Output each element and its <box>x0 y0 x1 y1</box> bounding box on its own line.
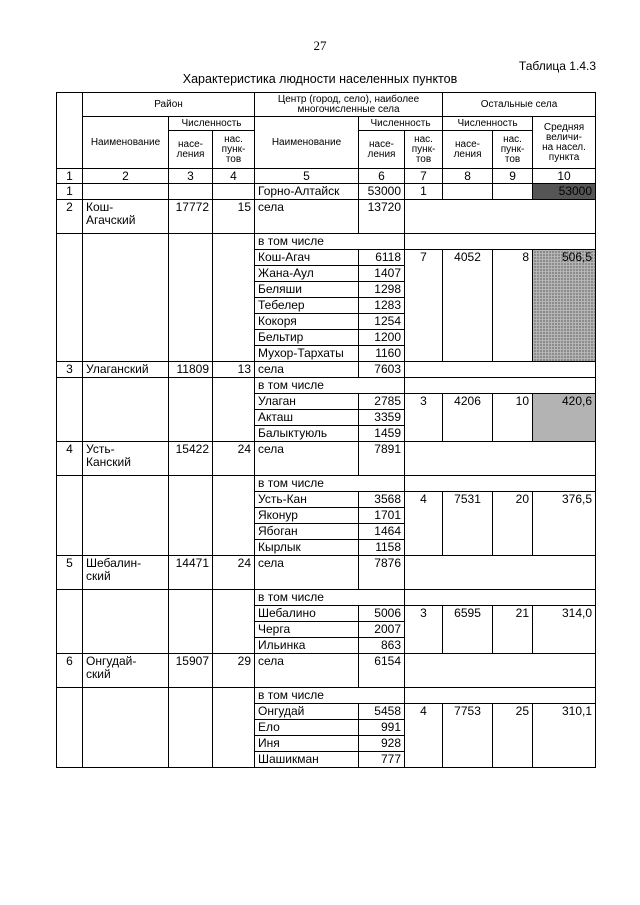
header-blank <box>57 93 83 169</box>
header-other: Остальные села <box>443 93 596 117</box>
header-settlements-other: нас. пунк- тов <box>493 131 533 169</box>
village-name: Беляши <box>255 282 359 298</box>
village-name: Шашикман <box>255 752 359 768</box>
rayon-name: Онгудай- ский <box>83 654 169 688</box>
blank-cell <box>169 590 213 654</box>
village-pop: 5006 <box>359 606 405 622</box>
population-table <box>56 92 596 768</box>
village-name: Ело <box>255 720 359 736</box>
header-pop-rayon: насе- ления <box>169 131 213 169</box>
center-pop: 6154 <box>359 654 405 688</box>
in-total-label: в том числе <box>255 378 405 394</box>
table-row <box>57 654 596 688</box>
rayon-settlements: 15 <box>213 200 255 234</box>
other-settlements <box>493 184 533 200</box>
rayon-settlements <box>213 184 255 200</box>
table-row <box>57 476 596 492</box>
rayon-name <box>83 184 169 200</box>
village-pop: 1283 <box>359 298 405 314</box>
center-name: села <box>255 654 359 688</box>
blank-cell <box>405 654 596 688</box>
col-number: 8 <box>443 169 493 184</box>
village-pop: 777 <box>359 752 405 768</box>
center-pop: 7876 <box>359 556 405 590</box>
blank-cell <box>213 688 255 768</box>
center-name: Горно-Алтайск <box>255 184 359 200</box>
row-number: 1 <box>57 184 83 200</box>
village-pop: 1158 <box>359 540 405 556</box>
village-pop: 1407 <box>359 266 405 282</box>
other-pop: 7753 <box>443 704 493 768</box>
village-name: Акташ <box>255 410 359 426</box>
other-pop: 4052 <box>443 250 493 362</box>
center-pop: 7603 <box>359 362 405 378</box>
header-pop-center: насе- ления <box>359 131 405 169</box>
other-settlements: 21 <box>493 606 533 654</box>
row-number: 5 <box>57 556 83 590</box>
blank-cell <box>213 234 255 362</box>
average-size: 314,0 <box>533 606 596 654</box>
village-name: Иня <box>255 736 359 752</box>
village-pop: 1254 <box>359 314 405 330</box>
blank-cell <box>83 378 169 442</box>
village-pop: 5458 <box>359 704 405 720</box>
village-pop: 2007 <box>359 622 405 638</box>
blank-cell <box>405 378 596 394</box>
table-row <box>57 378 596 394</box>
village-pop: 6118 <box>359 250 405 266</box>
blank-cell <box>83 688 169 768</box>
header-settlements-rayon: нас. пунк- тов <box>213 131 255 169</box>
header-count-center: Численность <box>359 117 443 131</box>
center-settlements: 7 <box>405 250 443 362</box>
col-number: 5 <box>255 169 359 184</box>
village-name: Яконур <box>255 508 359 524</box>
village-name: Бельтир <box>255 330 359 346</box>
average-size: 310,1 <box>533 704 596 768</box>
village-pop: 991 <box>359 720 405 736</box>
village-pop: 863 <box>359 638 405 654</box>
blank-cell <box>57 378 83 442</box>
in-total-label: в том числе <box>255 688 405 704</box>
village-name: Шебалино <box>255 606 359 622</box>
table-title: Характеристика людности населенных пунктов <box>182 72 458 86</box>
rayon-name: Кош- Агачский <box>83 200 169 234</box>
other-pop <box>443 184 493 200</box>
rayon-settlements: 24 <box>213 442 255 476</box>
header-center: Центр (город, село), наиболее многочисленные села <box>255 93 443 117</box>
village-pop: 3568 <box>359 492 405 508</box>
average-size: 53000 <box>533 184 596 200</box>
center-pop: 7891 <box>359 442 405 476</box>
village-name: Усть-Кан <box>255 492 359 508</box>
village-pop: 2785 <box>359 394 405 410</box>
village-name: Тебелер <box>255 298 359 314</box>
center-settlements: 4 <box>405 704 443 768</box>
blank-cell <box>169 234 213 362</box>
other-settlements: 25 <box>493 704 533 768</box>
row-number: 4 <box>57 442 83 476</box>
average-size: 506,5 <box>533 250 596 362</box>
rayon-pop: 11809 <box>169 362 213 378</box>
rayon-pop: 14471 <box>169 556 213 590</box>
rayon-pop <box>169 184 213 200</box>
table-row <box>57 234 596 250</box>
blank-cell <box>405 556 596 590</box>
rayon-name: Улаганский <box>83 362 169 378</box>
blank-cell <box>405 590 596 606</box>
rayon-settlements: 24 <box>213 556 255 590</box>
col-number: 1 <box>57 169 83 184</box>
col-number: 2 <box>83 169 169 184</box>
col-number: 7 <box>405 169 443 184</box>
page-number: 27 <box>313 38 327 53</box>
village-pop: 1701 <box>359 508 405 524</box>
in-total-label: в том числе <box>255 476 405 492</box>
header-name-center: Наименование <box>255 117 359 169</box>
header-settlements-center: нас. пунк- тов <box>405 131 443 169</box>
blank-cell <box>213 590 255 654</box>
rayon-settlements: 13 <box>213 362 255 378</box>
other-settlements: 10 <box>493 394 533 442</box>
header-pop-other: насе- ления <box>443 131 493 169</box>
in-total-label: в том числе <box>255 234 405 250</box>
rayon-pop: 15907 <box>169 654 213 688</box>
row-number: 2 <box>57 200 83 234</box>
village-pop: 1459 <box>359 426 405 442</box>
average-size: 376,5 <box>533 492 596 556</box>
header-count-other: Численность <box>443 117 533 131</box>
blank-cell <box>169 476 213 556</box>
village-name: Ябоган <box>255 524 359 540</box>
blank-cell <box>83 590 169 654</box>
blank-cell <box>83 476 169 556</box>
table-row <box>57 184 596 200</box>
blank-cell <box>57 234 83 362</box>
table-row <box>57 556 596 590</box>
village-name: Улаган <box>255 394 359 410</box>
table-row <box>57 200 596 234</box>
header-count-rayon: Численность <box>169 117 255 131</box>
center-pop: 13720 <box>359 200 405 234</box>
col-number: 4 <box>213 169 255 184</box>
average-size: 420,6 <box>533 394 596 442</box>
row-number: 6 <box>57 654 83 688</box>
blank-cell <box>57 590 83 654</box>
header-rayon: Район <box>83 93 255 117</box>
col-number: 3 <box>169 169 213 184</box>
other-pop: 6595 <box>443 606 493 654</box>
village-pop: 1464 <box>359 524 405 540</box>
blank-cell <box>405 234 596 250</box>
header-name-rayon: Наименование <box>83 117 169 169</box>
other-settlements: 8 <box>493 250 533 362</box>
blank-cell <box>405 200 596 234</box>
village-pop: 1298 <box>359 282 405 298</box>
col-number: 9 <box>493 169 533 184</box>
village-name: Кош-Агач <box>255 250 359 266</box>
village-name: Кырлык <box>255 540 359 556</box>
village-name: Черга <box>255 622 359 638</box>
center-name: села <box>255 200 359 234</box>
blank-cell <box>213 476 255 556</box>
village-pop: 3359 <box>359 410 405 426</box>
center-settlements: 3 <box>405 394 443 442</box>
table-row <box>57 362 596 378</box>
table-label: Таблица 1.4.3 <box>518 59 596 73</box>
blank-cell <box>405 362 596 378</box>
blank-cell <box>169 688 213 768</box>
blank-cell <box>405 476 596 492</box>
blank-cell <box>57 476 83 556</box>
village-pop: 1160 <box>359 346 405 362</box>
column-numbers-row <box>57 169 596 184</box>
rayon-settlements: 29 <box>213 654 255 688</box>
other-pop: 4206 <box>443 394 493 442</box>
village-name: Ильинка <box>255 638 359 654</box>
center-name: села <box>255 362 359 378</box>
blank-cell <box>57 688 83 768</box>
row-number: 3 <box>57 362 83 378</box>
center-settlements: 1 <box>405 184 443 200</box>
other-settlements: 20 <box>493 492 533 556</box>
rayon-name: Шебалин- ский <box>83 556 169 590</box>
blank-cell <box>169 378 213 442</box>
in-total-label: в том числе <box>255 590 405 606</box>
rayon-pop: 15422 <box>169 442 213 476</box>
blank-cell <box>405 688 596 704</box>
table-row <box>57 590 596 606</box>
center-name: села <box>255 556 359 590</box>
table-row <box>57 442 596 476</box>
village-name: Онгудай <box>255 704 359 720</box>
village-name: Кокоря <box>255 314 359 330</box>
center-settlements: 3 <box>405 606 443 654</box>
rayon-name: Усть- Канский <box>83 442 169 476</box>
header-average: Средняя величи- на насел. пункта <box>533 117 596 169</box>
village-pop: 1200 <box>359 330 405 346</box>
center-pop: 53000 <box>359 184 405 200</box>
center-settlements: 4 <box>405 492 443 556</box>
table-row <box>57 688 596 704</box>
blank-cell <box>213 378 255 442</box>
col-number: 10 <box>533 169 596 184</box>
blank-cell <box>83 234 169 362</box>
village-name: Мухор-Тархаты <box>255 346 359 362</box>
other-pop: 7531 <box>443 492 493 556</box>
village-pop: 928 <box>359 736 405 752</box>
village-name: Балыктуюль <box>255 426 359 442</box>
rayon-pop: 17772 <box>169 200 213 234</box>
col-number: 6 <box>359 169 405 184</box>
blank-cell <box>405 442 596 476</box>
center-name: села <box>255 442 359 476</box>
village-name: Жана-Аул <box>255 266 359 282</box>
